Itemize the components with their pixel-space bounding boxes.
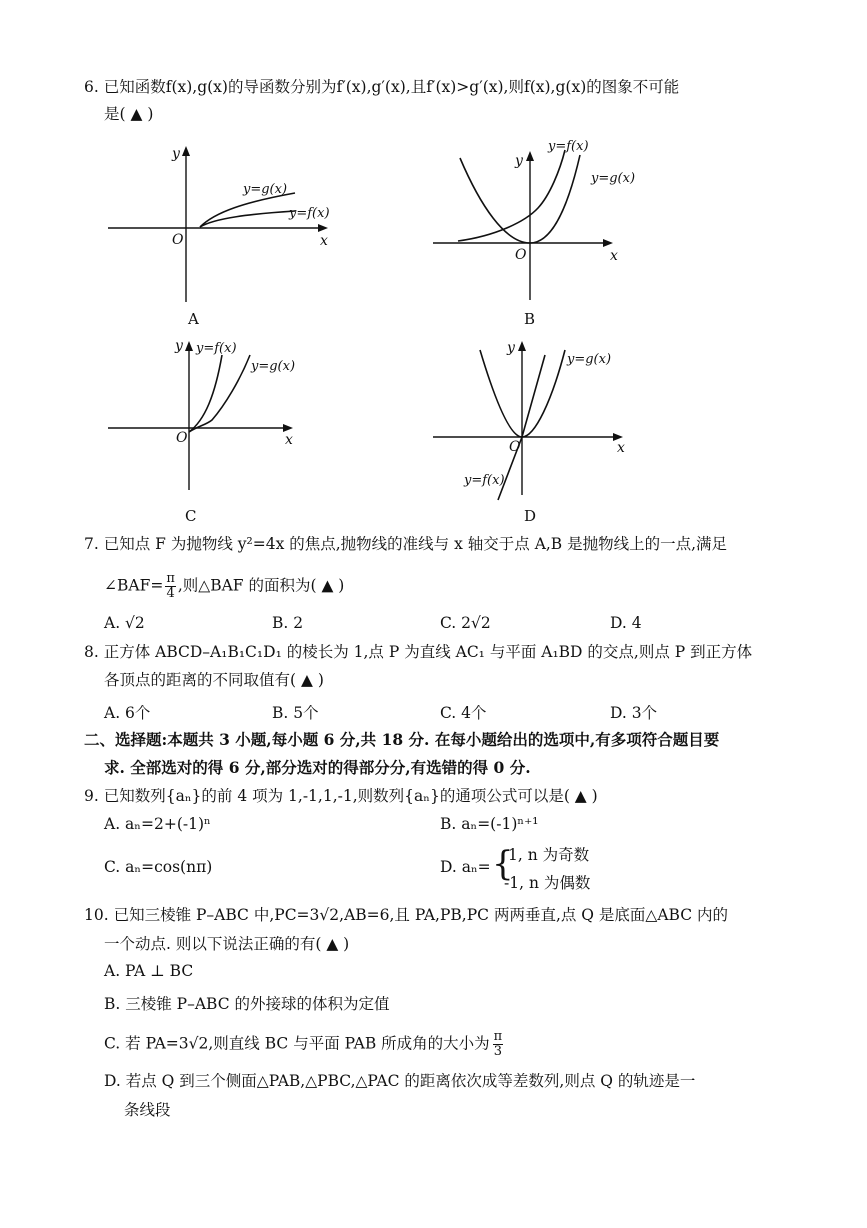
- graph-c-f-curve: [189, 355, 222, 432]
- q9-option-d[interactable]: [440, 842, 640, 892]
- graph-a-origin: O: [172, 232, 184, 248]
- graph-a-y-arrow: [182, 146, 190, 156]
- graph-d-label: D: [524, 507, 537, 525]
- graph-c-label: C: [185, 507, 197, 525]
- q9-option-d-prefix: D. aₙ=: [440, 858, 491, 876]
- q8-option-b[interactable]: B. 5个: [272, 704, 319, 722]
- section2-heading-line1: 二、选择题:本题共 3 小题,每小题 6 分,共 18 分. 在每小题给出的选项中,有多项符合题目要: [84, 730, 720, 749]
- q9-option-d-case1: 1, n 为奇数: [508, 846, 590, 864]
- q10-stem-line2: 一个动点. 则以下说法正确的有( ▲ ): [104, 935, 350, 953]
- graph-a-x-letter: x: [320, 233, 328, 249]
- graph-d-y-arrow: [518, 341, 526, 351]
- graph-c-y-letter: y: [175, 338, 183, 354]
- q9-option-b[interactable]: B. aₙ=(-1)ⁿ⁺¹: [440, 815, 539, 833]
- graph-d-y-letter: y: [507, 340, 515, 356]
- q7-option-b[interactable]: B. 2: [272, 614, 304, 632]
- q10-option-d-line1[interactable]: D. 若点 Q 到三个侧面△PAB,△PBC,△PAC 的距离依次成等差数列,则点 Q 的轨迹是一: [104, 1072, 696, 1090]
- graph-b-y-letter: y: [515, 153, 523, 169]
- q7-frac-num: π: [166, 571, 175, 586]
- q7-angle: ∠BAF=: [104, 576, 164, 595]
- q10-frac-num: π: [493, 1029, 503, 1044]
- q7-option-c[interactable]: C. 2√2: [440, 614, 491, 632]
- q10-option-c-fraction: [493, 1030, 504, 1059]
- q9-option-c[interactable]: C. aₙ=cos(nπ): [104, 858, 213, 876]
- q6-stem-line2: 是( ▲ ): [104, 105, 154, 123]
- q10-option-a[interactable]: A. PA ⊥ BC: [104, 962, 194, 980]
- graph-a-label: A: [188, 310, 199, 328]
- graph-d-f-label: y=f(x): [464, 473, 505, 488]
- graph-b-f-curve: [458, 150, 565, 241]
- graph-a-f-curve: [200, 211, 295, 227]
- graph-b-x-letter: x: [610, 248, 618, 264]
- graph-c-x-arrow: [283, 424, 293, 432]
- graph-d-g-label: y=g(x): [567, 352, 612, 367]
- q8-stem-line2: 各顶点的距离的不同取值有( ▲ ): [104, 671, 324, 689]
- graph-b-x-arrow: [603, 239, 613, 247]
- q10-frac-den: 3: [493, 1044, 503, 1059]
- q10-option-b[interactable]: B. 三棱锥 P–ABC 的外接球的体积为定值: [104, 995, 390, 1013]
- graph-a-f-label: y=f(x): [289, 206, 330, 221]
- q10-option-d-line2: 条线段: [124, 1101, 171, 1119]
- graph-d-x-letter: x: [617, 440, 625, 456]
- q9-option-d-case2: -1, n 为偶数: [504, 874, 591, 892]
- q7-stem-tail: ,则△BAF 的面积为( ▲ ): [177, 576, 345, 595]
- graph-a-y-letter: y: [172, 146, 180, 162]
- graph-d-origin: O: [509, 439, 521, 455]
- q7-stem-line2: [104, 572, 344, 601]
- graph-b-origin: O: [515, 247, 527, 263]
- q6-stem-line1: 6. 已知函数f(x),g(x)的导函数分别为f′(x),g′(x),且f′(x)>g′(x),则f(x),g(x)的图象不可能: [84, 78, 680, 96]
- q7-option-a[interactable]: A. √2: [104, 614, 145, 632]
- q8-option-c[interactable]: C. 4个: [440, 704, 487, 722]
- q8-option-d[interactable]: D. 3个: [610, 704, 658, 722]
- graph-c-g-label: y=g(x): [251, 359, 296, 374]
- q8-stem-line1: 8. 正方体 ABCD–A₁B₁C₁D₁ 的棱长为 1,点 P 为直线 AC₁ 与平面 A₁BD 的交点,则点 P 到正方体: [84, 643, 753, 661]
- q10-stem-line1: 10. 已知三棱锥 P–ABC 中,PC=3√2,AB=6,且 PA,PB,PC 两两垂直,点 Q 是底面△ABC 内的: [84, 906, 729, 924]
- q7-frac-den: 4: [166, 586, 175, 601]
- graph-a-x-arrow: [318, 224, 328, 232]
- q8-option-a[interactable]: A. 6个: [104, 704, 151, 722]
- graph-c-y-arrow: [185, 341, 193, 351]
- q7-fraction: [165, 572, 176, 601]
- graph-b-y-arrow: [526, 151, 534, 161]
- q7-stem-line1: 7. 已知点 F 为抛物线 y²=4x 的焦点,抛物线的准线与 x 轴交于点 A,B 是抛物线上的一点,满足: [84, 535, 728, 553]
- q9-option-a[interactable]: A. aₙ=2+(-1)ⁿ: [104, 815, 211, 833]
- q10-option-c[interactable]: [104, 1030, 503, 1059]
- graph-b-label: B: [524, 310, 536, 328]
- q9-option-d-brace: {: [492, 844, 514, 884]
- q9-stem: 9. 已知数列{aₙ}的前 4 项为 1,-1,1,-1,则数列{aₙ}的通项公式可以是( ▲ ): [84, 787, 598, 805]
- graph-a-g-label: y=g(x): [243, 182, 288, 197]
- q7-option-d[interactable]: D. 4: [610, 614, 642, 632]
- graph-b-g-label: y=g(x): [591, 171, 636, 186]
- graph-b-f-label: y=f(x): [548, 139, 589, 154]
- graph-c-origin: O: [176, 430, 188, 446]
- q10-option-c-text: C. 若 PA=3√2,则直线 BC 与平面 PAB 所成角的大小为: [104, 1034, 490, 1053]
- section2-heading-line2: 求. 全部选对的得 6 分,部分选对的得部分分,有选错的得 0 分.: [104, 758, 531, 777]
- graph-c-x-letter: x: [285, 432, 293, 448]
- graph-c-f-label: y=f(x): [196, 341, 237, 356]
